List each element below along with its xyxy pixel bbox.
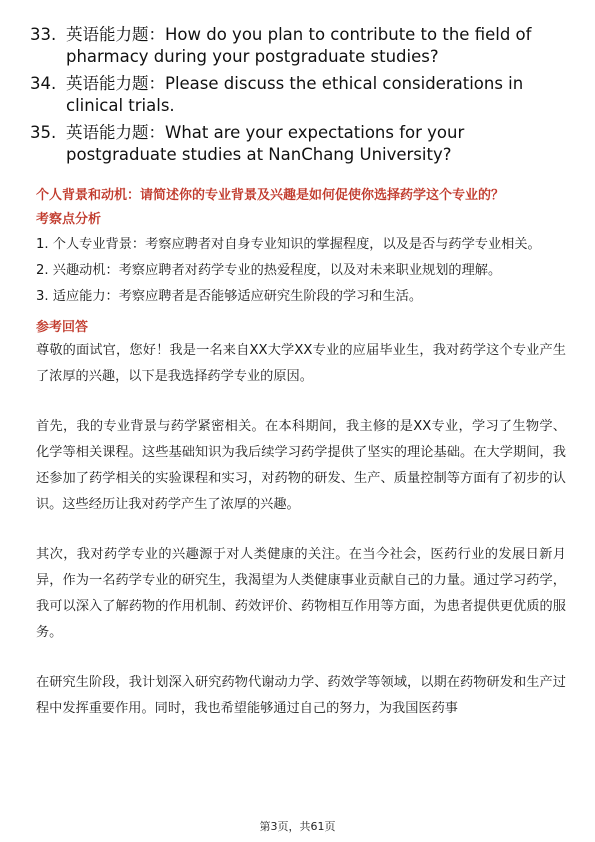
analysis-point: 1. 个人专业背景：考察应聘者对自身专业知识的掌握程度，以及是否与药学专业相关。 [36, 237, 541, 252]
answer-paragraph: 首先，我的专业背景与药学紧密相关。在本科期间，我主修的是XX专业，学习了生物学、化学等相关课程。这些基础知识为我后续学习药学提供了坚实的理论基础。在大学期间，我还参加了药学相关的实验课程和实习，对药物的研发、生产、质量控制等方面有了初步的认识。这些经历让我对药学产生了浓厚的兴趣。 [36, 419, 566, 512]
question-item [30, 73, 570, 117]
analysis-heading: 考察点分析 [36, 212, 102, 227]
section-title: 个人背景和动机：请简述你的专业背景及兴趣是如何促使你选择药学这个专业的？ [36, 188, 505, 203]
page-footer: 第3页，共61页 [259, 820, 336, 833]
question-number: 34. [30, 74, 57, 93]
analysis-point: 3. 适应能力：考察应聘者是否能够适应研究生阶段的学习和生活。 [36, 289, 423, 304]
question-text: 英语能力题：Please discuss the ethical considerations in clinical trials. [66, 74, 524, 115]
answer-paragraph: 其次，我对药学专业的兴趣源于对人类健康的关注。在当今社会，医药行业的发展日新月异，作为一名药学专业的研究生，我渴望为人类健康事业贡献自己的力量。通过学习药学，我可以深入了解药物的作用机制、药效评价、药物相互作用等方面，为患者提供更优质的服务。 [36, 547, 566, 640]
question-item [30, 122, 570, 166]
question-number: 35. [30, 123, 57, 142]
question-item [30, 24, 570, 68]
analysis-point: 2. 兴趣动机：考察应聘者对药学专业的热爱程度，以及对未来职业规划的理解。 [36, 263, 502, 278]
answer-heading: 参考回答 [36, 320, 89, 335]
question-text: 英语能力题：What are your expectations for your postgraduate studies at NanChang University? [66, 123, 465, 164]
question-section [36, 186, 566, 722]
question-list [30, 24, 570, 171]
question-text: 英语能力题：How do you plan to contribute to the field of pharmacy during your postgraduate studies? [66, 25, 532, 66]
answer-paragraph: 在研究生阶段，我计划深入研究药物代谢动力学、药效学等领域，以期在药物研发和生产过程中发挥重要作用。同时，我也希望能够通过自己的努力，为我国医药事 [36, 675, 566, 716]
question-number: 33. [30, 25, 57, 44]
answer-paragraph: 尊敬的面试官，您好！我是一名来自XX大学XX专业的应届毕业生，我对药学这个专业产生了浓厚的兴趣，以下是我选择药学专业的原因。 [36, 343, 566, 384]
